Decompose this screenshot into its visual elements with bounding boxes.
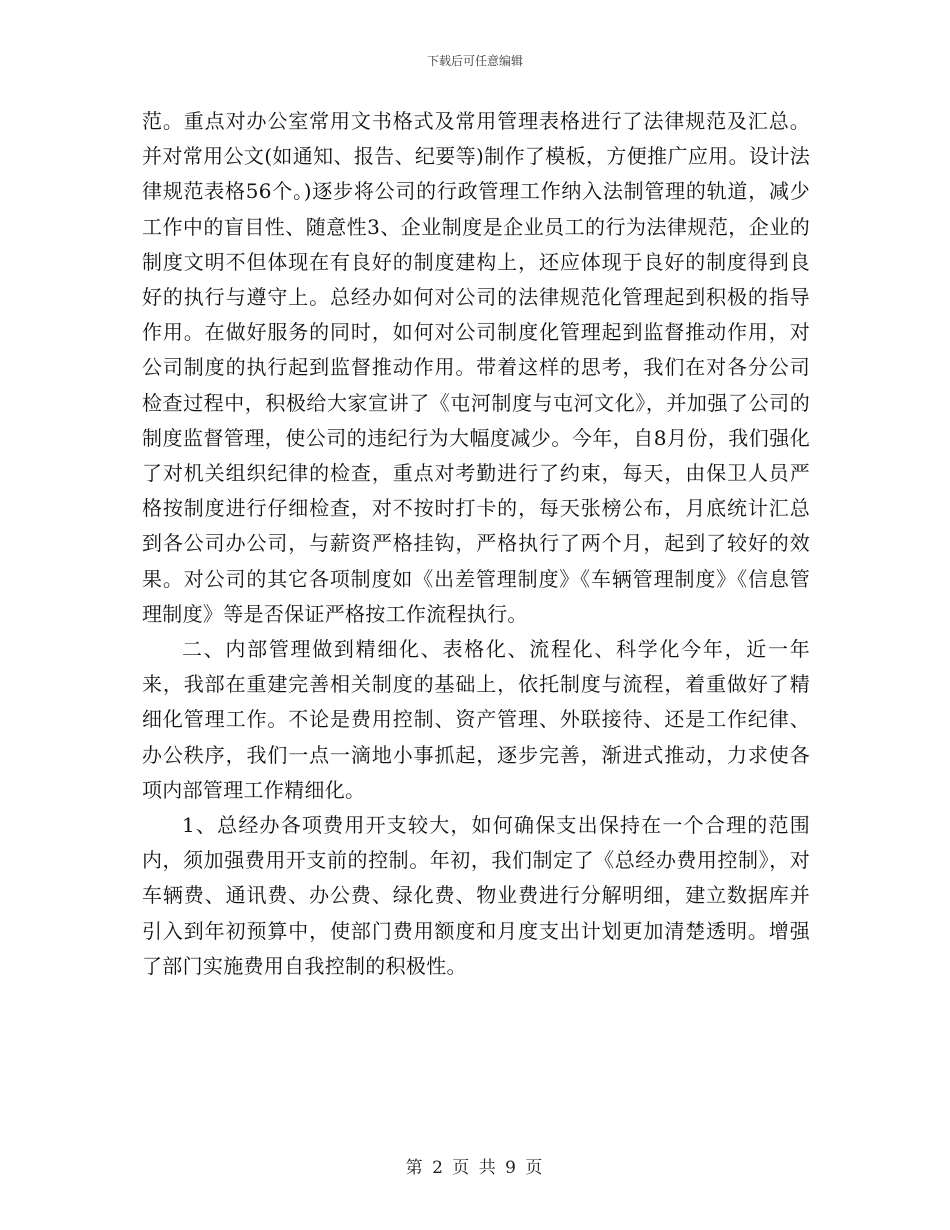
header-note: 下载后可任意编辑 (426, 54, 523, 68)
document-body (142, 104, 810, 984)
paragraph-section-two: 二、内部管理做到精细化、表格化、流程化、科学化今年，近一年来，我部在重建完善相关制度的基础上，依托制度与流程，着重做好了精细化管理工作。不论是费用控制、资产管理、外联接待、还是工作纪律、办公秩序，我们一点一滴地小事抓起，逐步完善，渐进式推动，力求使各项内部管理工作精细化。 (142, 637, 810, 802)
paragraph-item-one: 1、总经办各项费用开支较大，如何确保支出保持在一个合理的范围内，须加强费用开支前的控制。年初，我们制定了《总经办费用控制》，对车辆费、通讯费、办公费、绿化费、物业费进行分解明细，建立数据库并引入到年初预算中，使部门费用额度和月度支出计划更加清楚透明。增强了部门实施费用自我控制的积极性。 (142, 813, 810, 978)
page-number: 第 2 页 共 9 页 (405, 1158, 545, 1178)
paragraph-continuation: 范。重点对办公室常用文书格式及常用管理表格进行了法律规范及汇总。并对常用公文(如通知、报告、纪要等)制作了模板，方便推广应用。设计法律规范表格56个。)逐步将公司的行政管理工作纳入法制管理的轨道，减少工作中的盲目性、随意性3、企业制度是企业员工的行为法律规范，企业的制度文明不但体现在有良好的制度建构上，还应体现于良好的制度得到良好的执行与遵守上。总经办如何对公司的法律规范化管理起到积极的指导作用。在做好服务的同时，如何对公司制度化管理起到监督推动作用，对公司制度的执行起到监督推动作用。带着这样的思考，我们在对各分公司检查过程中，积极给大家宣讲了《屯河制度与屯河文化》，并加强了公司的制度监督管理，使公司的违纪行为大幅度减少。今年，自8月份，我们强化了对机关组织纪律的检查，重点对考勤进行了约束，每天，由保卫人员严格按制度进行仔细检查，对不按时打卡的，每天张榜公布，月底统计汇总到各公司办公司，与薪资严格挂钩，严格执行了两个月，起到了较好的效果。对公司的其它各项制度如《出差管理制度》《车辆管理制度》《信息管理制度》等是否保证严格按工作流程执行。 (142, 109, 810, 626)
